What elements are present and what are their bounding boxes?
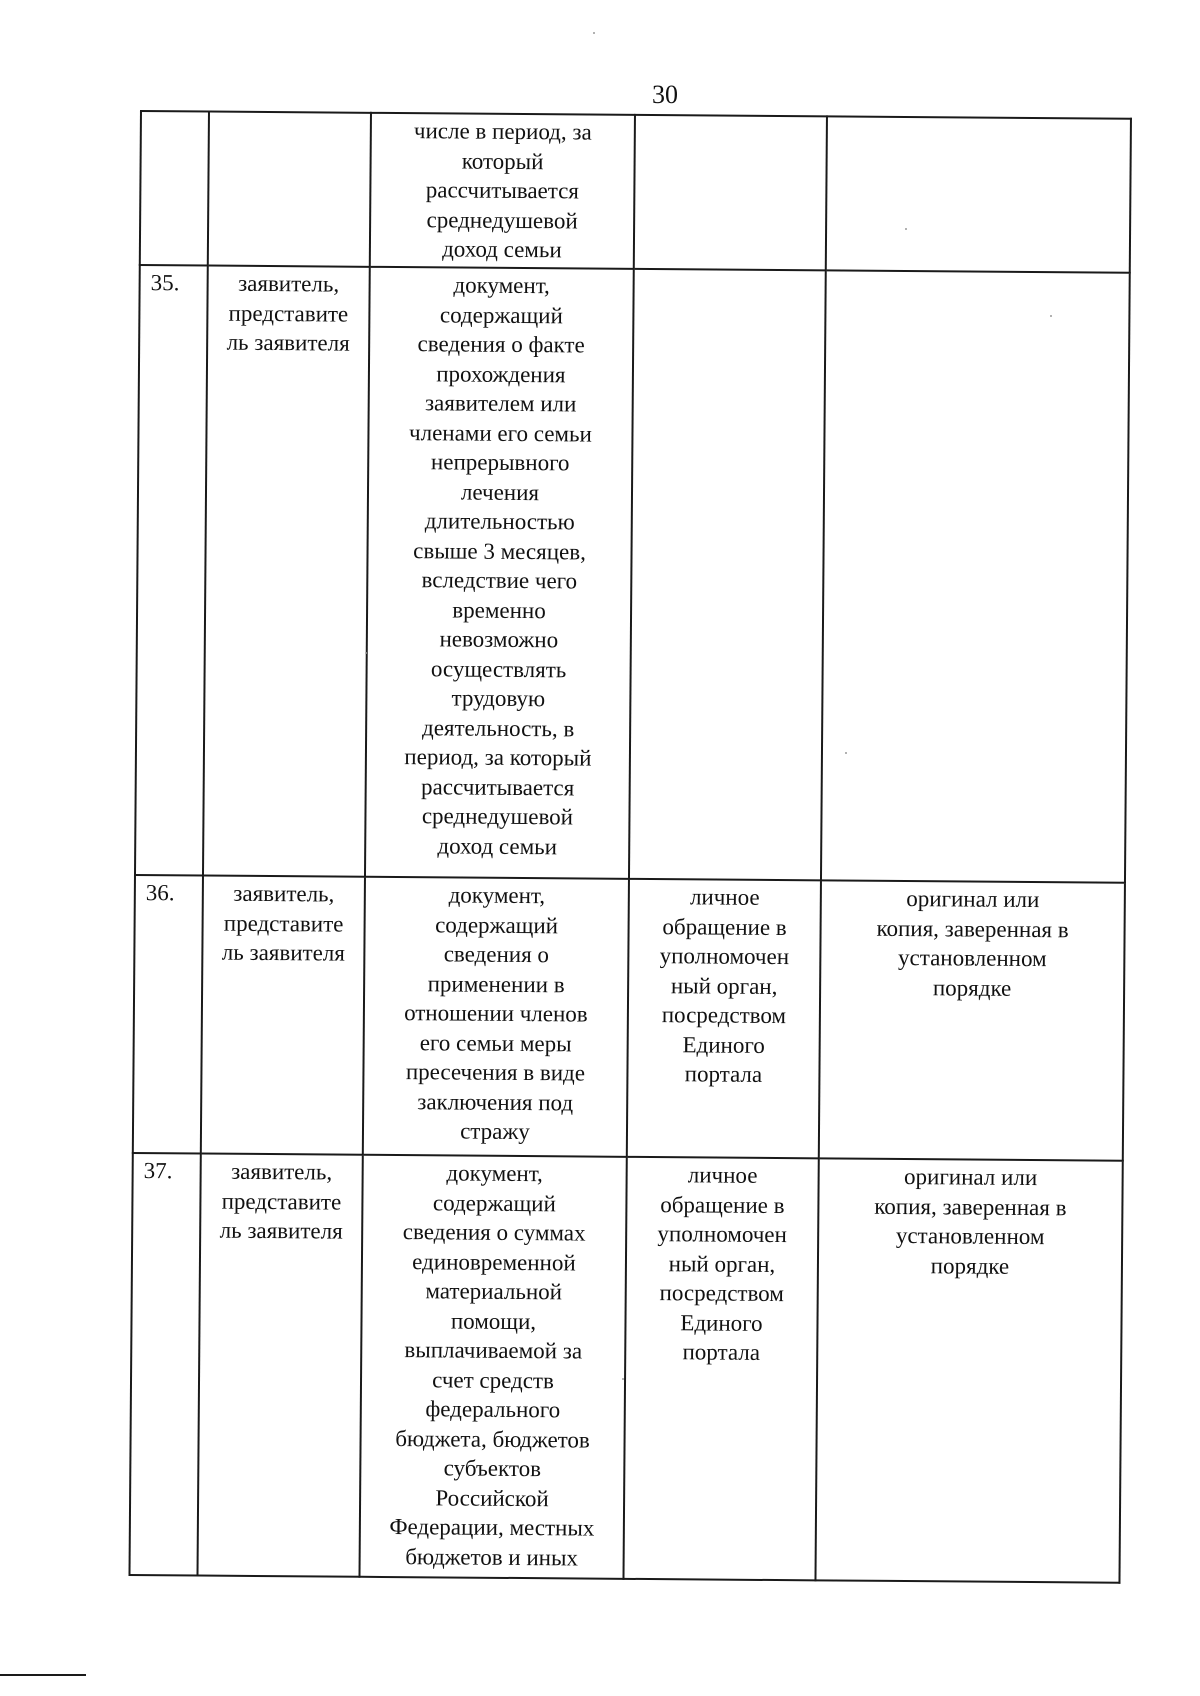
- submission-method-cell: [629, 269, 826, 880]
- row-number-cell: 36.: [133, 875, 203, 1154]
- applicant-cell: [208, 112, 371, 267]
- submission-method-cell: личное обращение в уполномочен ный орган, посредством Единого портала: [627, 879, 821, 1158]
- footer-rule: [0, 1674, 86, 1676]
- scan-speck: [905, 228, 907, 230]
- document-cell: числе в период, за который рассчитывается среднедушевой доход семьи: [370, 113, 635, 269]
- scan-speck: [365, 652, 367, 654]
- scan-speck: [1050, 315, 1052, 317]
- applicant-cell: заявитель, представите ль заявителя: [201, 876, 365, 1155]
- page-number: 30: [652, 80, 678, 109]
- row-number-cell: 37.: [129, 1153, 200, 1576]
- submission-method-cell: личное обращение в уполномочен ный орган, посредством Единого портала: [623, 1157, 818, 1580]
- table-row: [140, 111, 1131, 273]
- row-number-cell: [140, 111, 209, 266]
- applicant-cell: заявитель, представите ль заявителя: [203, 266, 370, 877]
- document-table: [128, 110, 1131, 1584]
- applicant-cell: заявитель, представите ль заявителя: [197, 1154, 362, 1577]
- document-cell: документ, содержащий сведения о суммах единовременной материальной помощи, выплачиваемой за счет средств федерального бюджета, бюджетов субъектов Российской Федерации, местных бюджетов и иных: [359, 1155, 626, 1579]
- document-cell: документ, содержащий сведения о факте прохождения заявителем или членами его семьи непрерывного лечения длительностью свыше 3 месяцев, вследствие чего временно невозможно осуществлять трудовую деятельность, в период, за который рассчитывается среднедушевой доход семьи: [365, 267, 634, 879]
- document-table-wrapper: [128, 110, 1139, 1584]
- row-number-cell: 35.: [135, 265, 208, 876]
- table-row: [135, 265, 1130, 883]
- table-row: [133, 875, 1125, 1161]
- document-form-cell: оригинал или копия, заверенная в установленном порядке: [815, 1158, 1122, 1582]
- document-form-cell: [821, 270, 1130, 882]
- document-form-cell: оригинал или копия, заверенная в установленном порядке: [819, 880, 1125, 1160]
- scan-speck: [593, 32, 595, 34]
- scan-speck: [845, 752, 847, 754]
- table-row: [129, 1153, 1122, 1583]
- scan-speck: [622, 1378, 624, 1380]
- document-cell: документ, содержащий сведения о применении в отношении членов его семьи меры пресечения в виде заключения под стражу: [363, 877, 629, 1157]
- document-form-cell: [826, 116, 1131, 272]
- submission-method-cell: [634, 115, 827, 271]
